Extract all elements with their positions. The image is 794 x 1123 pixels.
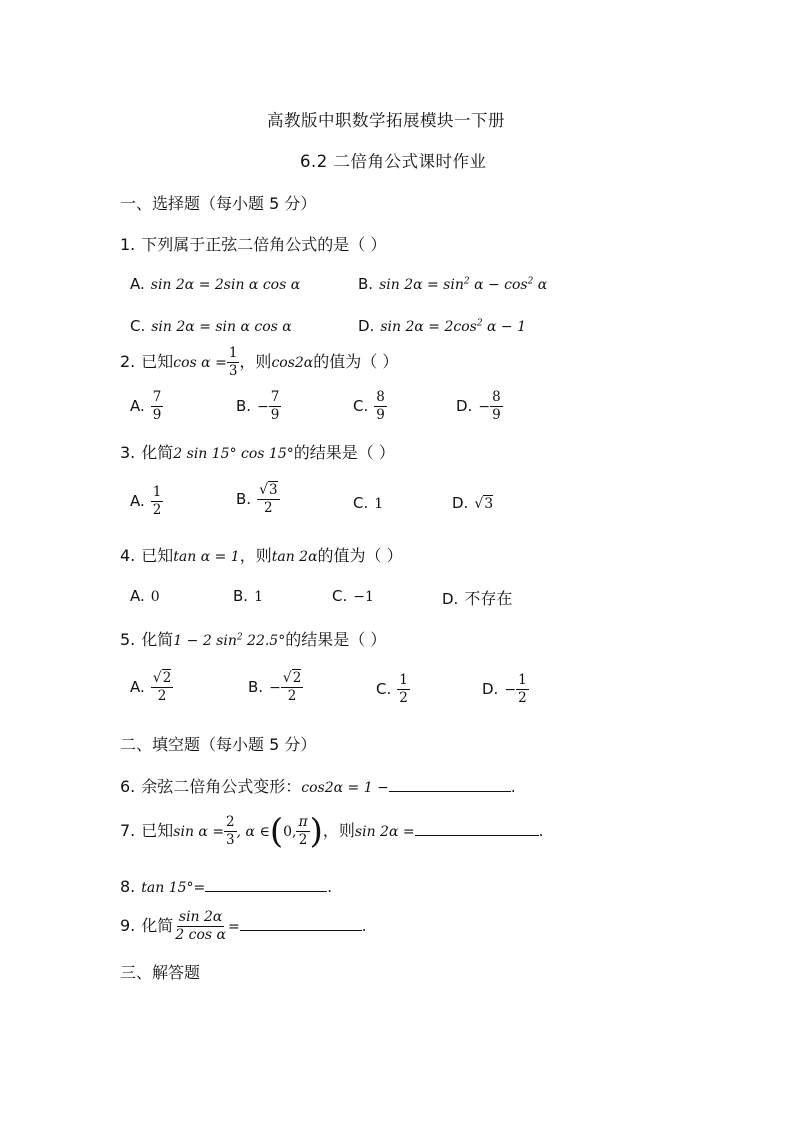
fraction bbox=[257, 482, 280, 517]
section-heading-fill: 二、填空题（每小题 5 分） bbox=[120, 735, 317, 754]
fraction bbox=[281, 670, 304, 705]
option-formula bbox=[379, 277, 547, 293]
option-label: B. bbox=[236, 490, 252, 508]
target-expression: 2 sin 15° cos 15° bbox=[173, 446, 294, 462]
numerator: 1 bbox=[518, 672, 527, 688]
question-number: 8. bbox=[120, 877, 136, 896]
radicand: 2 bbox=[162, 670, 172, 686]
q5-option-c bbox=[376, 672, 410, 707]
denominator: 2 cos α bbox=[175, 927, 226, 943]
q2-option-b bbox=[236, 389, 281, 424]
option-value: 1 bbox=[374, 496, 384, 512]
formula-part: 22.5° bbox=[247, 633, 286, 649]
q4-option-d bbox=[442, 586, 512, 609]
q2-option-a bbox=[130, 389, 163, 424]
fraction bbox=[269, 389, 282, 424]
numerator bbox=[151, 670, 174, 688]
q3-option-b bbox=[236, 482, 280, 517]
q4-option-c bbox=[332, 586, 374, 605]
left-paren-icon: ( bbox=[269, 811, 284, 852]
numerator: 2 bbox=[226, 814, 235, 830]
question-text: 的值为（ ） bbox=[313, 352, 399, 371]
q3-option-d bbox=[452, 493, 493, 512]
question-7 bbox=[120, 811, 544, 852]
q2-option-c bbox=[353, 389, 387, 424]
question-text: 余弦二倍角公式变形： bbox=[141, 777, 302, 796]
question-text: 下列属于正弦二倍角公式的是（ ） bbox=[141, 235, 387, 254]
numerator: 7 bbox=[152, 389, 162, 405]
option-label: B. bbox=[233, 587, 249, 605]
numerator: 8 bbox=[492, 389, 501, 405]
sqrt-icon: √ bbox=[152, 670, 162, 686]
formula-part: α − cos bbox=[474, 277, 528, 293]
exponent: 2 bbox=[236, 632, 243, 643]
q5-option-d bbox=[482, 672, 529, 707]
denominator: 9 bbox=[152, 407, 162, 423]
condition-formula: , α ∈ bbox=[236, 824, 270, 840]
question-number: 5. bbox=[120, 630, 136, 649]
option-label: C. bbox=[353, 494, 369, 512]
q1-option-a bbox=[130, 274, 300, 293]
question-text: 已知 bbox=[141, 821, 174, 840]
formula-part: α − 1 bbox=[487, 319, 526, 335]
document-subtitle: 6.2 二倍角公式课时作业 bbox=[300, 152, 487, 171]
answer-blank[interactable] bbox=[415, 821, 539, 836]
fraction bbox=[374, 389, 387, 424]
formula-part: α bbox=[537, 277, 548, 293]
q4-option-a bbox=[130, 586, 160, 605]
fraction bbox=[151, 389, 164, 424]
exponent: 2 bbox=[476, 318, 483, 329]
denominator: 2 bbox=[518, 690, 527, 706]
question-text: 的值为（ ） bbox=[317, 546, 403, 565]
option-value: 0 bbox=[150, 589, 160, 605]
numerator: sin 2α bbox=[178, 909, 223, 925]
option-label: A. bbox=[130, 678, 145, 696]
option-label: C. bbox=[332, 587, 348, 605]
denominator: 3 bbox=[226, 832, 235, 848]
numerator: 1 bbox=[399, 672, 408, 688]
question-text: 的结果是（ ） bbox=[285, 630, 387, 649]
question-5-stem bbox=[120, 627, 386, 650]
fraction bbox=[151, 484, 164, 519]
target-expression bbox=[173, 633, 285, 649]
question-text: ，则 bbox=[322, 821, 355, 840]
question-text: ，则 bbox=[239, 546, 272, 565]
question-2-stem bbox=[120, 345, 398, 380]
section-heading-choice: 一、选择题（每小题 5 分） bbox=[120, 194, 317, 213]
option-label: B. bbox=[236, 397, 252, 415]
document-title: 高教版中职数学拓展模块一下册 bbox=[267, 111, 505, 130]
answer-blank[interactable] bbox=[389, 777, 511, 792]
radicand: 3 bbox=[268, 482, 278, 498]
question-3-stem bbox=[120, 440, 395, 463]
minus-sign: − bbox=[269, 680, 281, 696]
question-text: 化简 bbox=[141, 443, 174, 462]
formula-part: sin 2α = sin bbox=[379, 277, 464, 293]
fraction bbox=[490, 389, 503, 424]
option-label: A. bbox=[130, 397, 145, 415]
option-label: D. bbox=[358, 317, 375, 335]
period: . bbox=[538, 822, 544, 840]
exponent: 2 bbox=[463, 276, 470, 287]
question-1-stem bbox=[120, 232, 386, 255]
answer-blank[interactable] bbox=[205, 877, 327, 892]
q3-option-a bbox=[130, 484, 163, 519]
fraction bbox=[516, 672, 529, 707]
condition-formula: sin α = bbox=[173, 824, 225, 840]
fraction bbox=[151, 670, 174, 705]
fraction bbox=[227, 345, 240, 380]
option-label: A. bbox=[130, 587, 145, 605]
question-text: 化简 bbox=[141, 916, 174, 935]
option-label: C. bbox=[376, 680, 392, 698]
option-label: C. bbox=[353, 397, 369, 415]
section-heading-answer: 三、解答题 bbox=[120, 963, 201, 982]
question-number: 2. bbox=[120, 352, 136, 371]
denominator: 2 bbox=[152, 502, 162, 518]
answer-blank[interactable] bbox=[240, 916, 362, 931]
option-formula: sin 2α = sin α cos α bbox=[151, 319, 292, 335]
option-value: 不存在 bbox=[464, 589, 513, 608]
q1-option-d bbox=[358, 316, 526, 335]
radicand: 3 bbox=[484, 496, 494, 512]
option-label: D. bbox=[452, 494, 469, 512]
denominator: 3 bbox=[228, 363, 238, 379]
question-number: 3. bbox=[120, 443, 136, 462]
denominator: 2 bbox=[399, 690, 408, 706]
question-text: ，则 bbox=[239, 352, 272, 371]
q4-option-b bbox=[233, 586, 263, 605]
question-9 bbox=[120, 909, 367, 944]
target-expression: cos2α bbox=[271, 355, 314, 371]
q3-option-c bbox=[353, 493, 383, 512]
option-value: 1 bbox=[254, 589, 263, 605]
period: . bbox=[327, 878, 333, 896]
exponent: 2 bbox=[527, 276, 534, 287]
minus-sign: − bbox=[504, 682, 517, 698]
fraction bbox=[296, 814, 309, 849]
option-label: A. bbox=[130, 492, 145, 510]
denominator: 9 bbox=[376, 407, 385, 423]
option-label: D. bbox=[442, 590, 459, 608]
sqrt-icon: √ bbox=[259, 482, 268, 498]
q5-option-a bbox=[130, 670, 173, 705]
numerator bbox=[257, 482, 280, 500]
numerator bbox=[281, 670, 304, 688]
question-number: 9. bbox=[120, 916, 136, 935]
question-4-stem bbox=[120, 543, 403, 566]
q1-option-c bbox=[130, 316, 292, 335]
right-paren-icon: ) bbox=[309, 811, 323, 852]
interval-lower: 0, bbox=[283, 824, 297, 840]
fraction bbox=[173, 909, 228, 944]
minus-sign: − bbox=[478, 399, 491, 415]
question-text: 化简 bbox=[141, 630, 174, 649]
minus-sign: − bbox=[257, 399, 269, 415]
question-text: 已知 bbox=[141, 546, 174, 565]
option-label: A. bbox=[130, 275, 145, 293]
question-text: 已知 bbox=[141, 352, 174, 371]
fraction bbox=[224, 814, 237, 849]
numerator: 1 bbox=[228, 345, 238, 361]
numerator: π bbox=[298, 814, 308, 830]
option-formula bbox=[380, 319, 526, 335]
period: . bbox=[510, 778, 516, 796]
formula-part: sin 2α = 2cos bbox=[380, 319, 477, 335]
radicand: 2 bbox=[292, 670, 302, 686]
numerator: 1 bbox=[152, 484, 162, 500]
denominator: 2 bbox=[264, 500, 273, 516]
question-number: 4. bbox=[120, 546, 136, 565]
condition-formula: cos α = bbox=[173, 355, 227, 371]
formula-part: 1 − 2 sin bbox=[173, 633, 237, 649]
q2-option-d bbox=[456, 389, 503, 424]
option-label: D. bbox=[482, 680, 499, 698]
formula: tan 15°= bbox=[141, 880, 206, 896]
target-expression: tan 2α bbox=[271, 549, 318, 565]
denominator: 2 bbox=[287, 688, 297, 704]
condition-formula: tan α = 1 bbox=[173, 549, 240, 565]
option-formula: sin 2α = 2sin α cos α bbox=[150, 277, 301, 293]
formula: cos2α = 1 − bbox=[301, 780, 389, 796]
equals-sign: = bbox=[228, 919, 240, 935]
denominator: 2 bbox=[298, 832, 308, 848]
question-number: 6. bbox=[120, 777, 136, 796]
option-label: C. bbox=[130, 317, 146, 335]
q1-option-b bbox=[358, 274, 547, 293]
numerator: 8 bbox=[376, 389, 385, 405]
option-label: D. bbox=[456, 397, 473, 415]
formula: sin 2α = bbox=[354, 824, 415, 840]
question-text: 的结果是（ ） bbox=[293, 443, 395, 462]
question-8 bbox=[120, 877, 332, 896]
numerator: 7 bbox=[270, 389, 280, 405]
sqrt-icon: √ bbox=[282, 670, 292, 686]
q5-option-b bbox=[248, 670, 303, 705]
period: . bbox=[361, 917, 367, 935]
fraction bbox=[397, 672, 410, 707]
question-6 bbox=[120, 774, 516, 797]
option-label: B. bbox=[248, 678, 264, 696]
denominator: 9 bbox=[270, 407, 280, 423]
denominator: 9 bbox=[492, 407, 501, 423]
denominator: 2 bbox=[157, 688, 167, 704]
option-value: −1 bbox=[353, 589, 374, 605]
question-number: 7. bbox=[120, 821, 136, 840]
question-number: 1. bbox=[120, 235, 136, 254]
option-label: B. bbox=[358, 275, 374, 293]
sqrt-icon: √ bbox=[474, 496, 484, 512]
